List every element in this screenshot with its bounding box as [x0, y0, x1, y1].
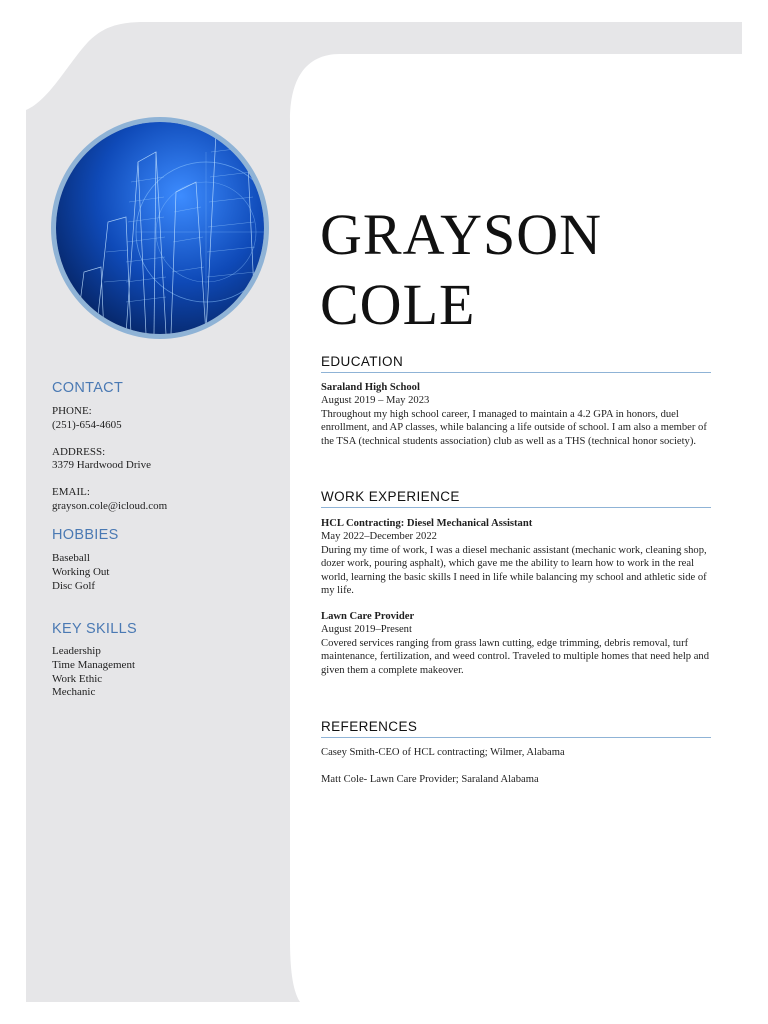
hobby-item: Working Out [52, 565, 110, 578]
job-dates: August 2019–Present [321, 624, 412, 636]
skills-heading: KEY SKILLS [52, 621, 137, 637]
phone-label: PHONE: [52, 405, 92, 417]
first-name: GRAYSON [320, 202, 603, 267]
job-description: During my time of work, I was a diesel mechanic assistant (mechanic work, cleaning shop, dozer work, pouring asphalt), which gave me the ability to learn how to work in the real world, learning the basic skills I need in life while balancing my school and athletic side of my life. [321, 544, 707, 597]
education-entry [321, 381, 713, 448]
profile-photo [51, 117, 269, 339]
work-heading: WORK EXPERIENCE [321, 489, 711, 508]
job-entry [321, 517, 713, 597]
candidate-name [320, 200, 602, 340]
skills-list [52, 645, 135, 700]
last-name: COLE [320, 272, 476, 337]
contact-heading: CONTACT [52, 380, 124, 396]
job-entry [321, 610, 713, 677]
skill-item: Work Ethic [52, 672, 103, 685]
hobbies-list [52, 552, 109, 593]
hobby-item: Baseball [52, 552, 90, 564]
job-title: Lawn Care Provider [321, 611, 415, 622]
city-blueprint-image [56, 122, 264, 334]
education-heading: EDUCATION [321, 354, 711, 373]
contact-block [52, 405, 167, 514]
skill-item: Leadership [52, 645, 101, 657]
skill-item: Time Management [52, 658, 135, 671]
reference-item: Casey Smith-CEO of HCL contracting; Wilmer, Alabama [321, 747, 565, 758]
hobby-item: Disc Golf [52, 579, 96, 592]
address-value: 3379 Hardwood Drive [52, 459, 151, 472]
job-title: HCL Contracting: Diesel Mechanical Assistant [321, 518, 533, 529]
job-description: Covered services ranging from grass lawn cutting, edge trimming, debris removal, turf maintenance, fertilization, and weed control. Traveled to multiple homes that need help and given them a complete makeover. [321, 637, 710, 676]
email-value: grayson.cole@icloud.com [52, 499, 168, 512]
reference-item: Matt Cole- Lawn Care Provider; Saraland Alabama [321, 774, 539, 785]
address-label: ADDRESS: [52, 445, 106, 458]
phone-value: (251)-654-4605 [52, 418, 122, 431]
references-heading: REFERENCES [321, 719, 711, 738]
education-dates: August 2019 – May 2023 [321, 395, 430, 407]
job-dates: May 2022–December 2022 [321, 531, 437, 543]
education-description: Throughout my high school career, I managed to maintain a 4.2 GPA in honors, duel enrollment, and AP classes, while balancing a life outside of school. I am also a member of the TSA (technical students association) club as well as a THS (technical honor society). [321, 408, 707, 447]
skill-item: Mechanic [52, 686, 96, 699]
hobbies-heading: HOBBIES [52, 527, 119, 543]
school-name: Saraland High School [321, 382, 420, 393]
email-label: EMAIL: [52, 486, 90, 499]
